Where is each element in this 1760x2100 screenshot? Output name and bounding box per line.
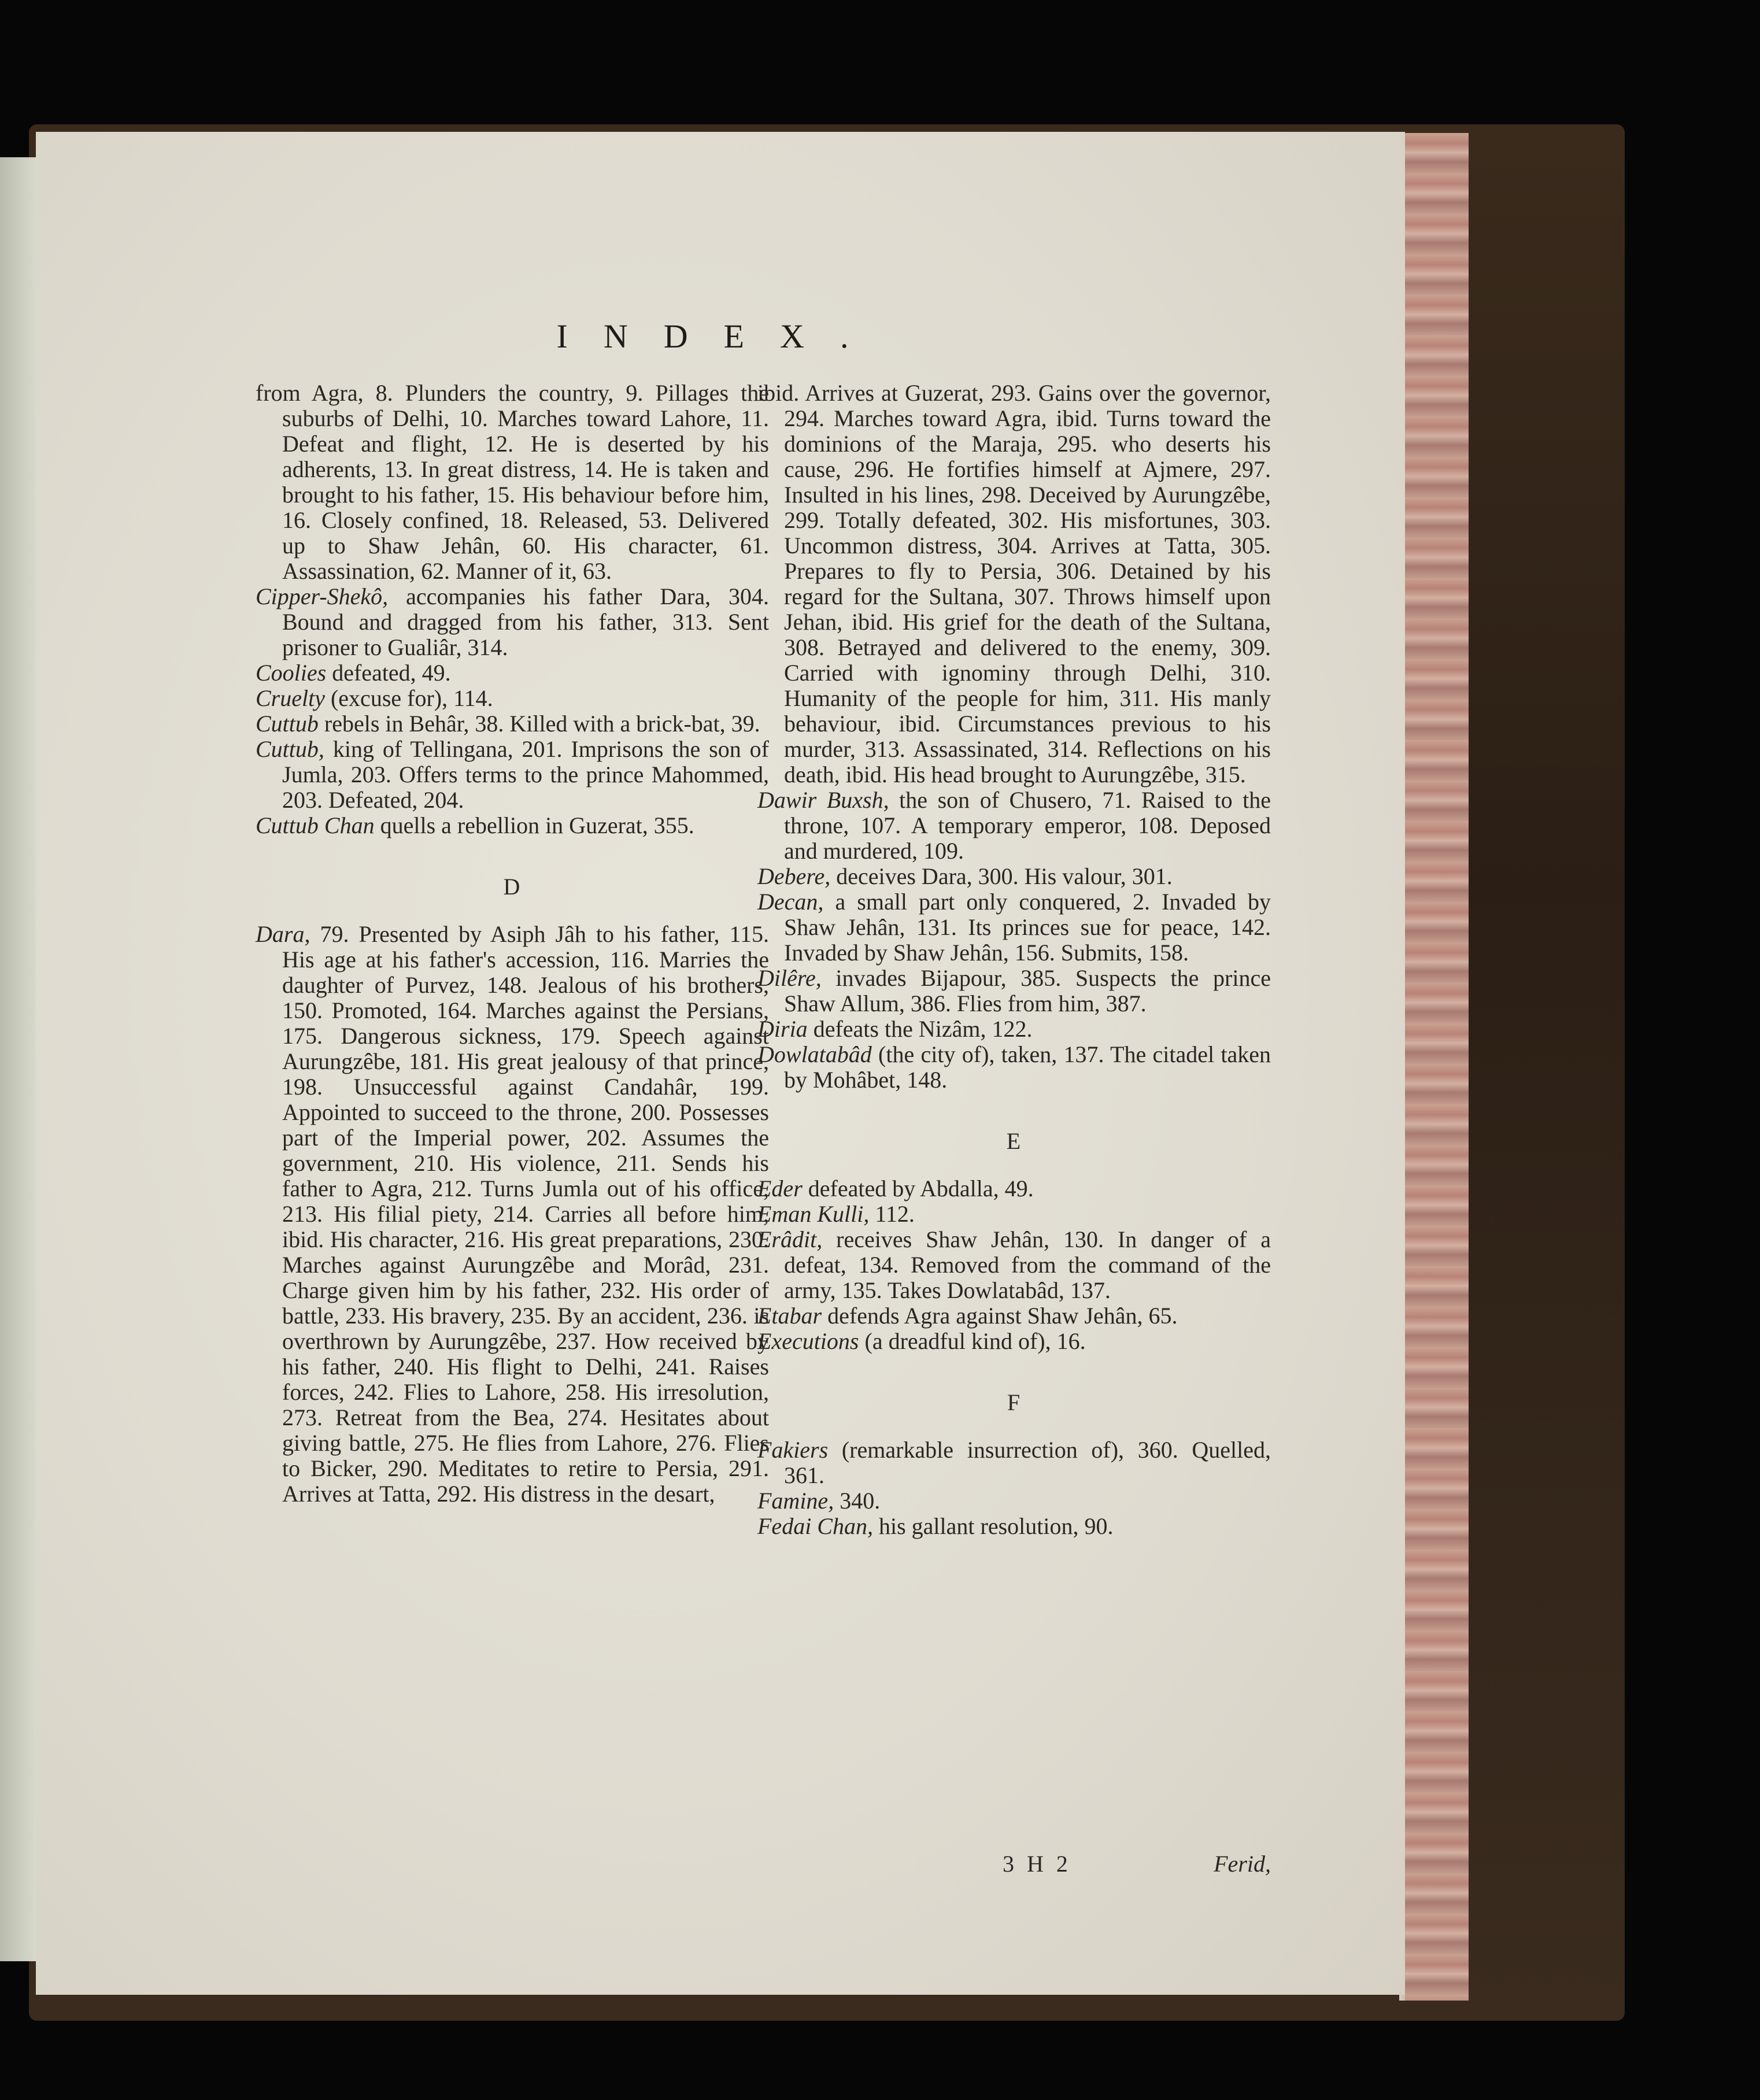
entry-text: rebels in Behâr, 38. Killed with a brick-bat, 39. bbox=[318, 711, 760, 737]
entry-text: king of Tellingana, 201. Imprisons the son of Jumla, 203. Offers terms to the prince Mahommed, 203. Defeated, 204. bbox=[282, 736, 769, 813]
entry-heading: Dilêre, bbox=[757, 965, 822, 991]
index-entry bbox=[757, 1329, 1271, 1354]
entry-text: 340. bbox=[834, 1488, 881, 1514]
index-entry bbox=[757, 1437, 1271, 1488]
index-entry bbox=[757, 864, 1271, 889]
section-letter: E bbox=[1006, 1128, 1022, 1154]
entry-heading: Cuttub bbox=[256, 711, 319, 737]
entry-text: defeated, 49. bbox=[326, 660, 451, 686]
index-entry bbox=[757, 889, 1271, 966]
entry-heading: Decan, bbox=[757, 889, 824, 915]
index-entry bbox=[256, 813, 769, 838]
index-entry bbox=[256, 584, 769, 660]
index-entry bbox=[757, 1201, 1271, 1227]
entry-heading: Etabar bbox=[757, 1303, 822, 1329]
entry-heading: Fakiers bbox=[757, 1437, 829, 1463]
index-entry bbox=[256, 737, 769, 813]
index-entry bbox=[757, 966, 1271, 1016]
entry-heading: Debere, bbox=[757, 863, 831, 889]
entry-heading: Cuttub, bbox=[256, 736, 324, 762]
entry-text: deceives Dara, 300. His valour, 301. bbox=[830, 863, 1173, 889]
entry-heading: Eman Kulli, bbox=[757, 1201, 870, 1227]
entry-heading: Dara, bbox=[256, 921, 310, 947]
section-letter: D bbox=[503, 874, 522, 900]
entry-heading: Eder bbox=[757, 1175, 803, 1201]
entry-heading: Cuttub Chan bbox=[256, 812, 375, 838]
entry-text: 79. Presented by Asiph Jâh to his father, 115. His age at his father's accession, 116. Marries the daughter of Purvez, 148. Jealous of his brothers, 150. Promoted, 164. Marches against the Persians, 175. Dangerous sickness, 179. Speech against Aurungzêbe, 181. His great jealousy of that prince, 198. Unsuccessful against Candahâr, 199. Appointed to succeed to the throne, 200. Possesses part of the Imperial power, 202. Assumes the government, 210. His violence, 211. Sends his father to Agra, 212. Turns Jumla out of his office, 213. His filial piety, 214. Carries all before him, ibid. His character, 216. His great preparations, 230. Marches against Aurungzêbe and Morâd, 231. Charge given him by his father, 232. His order of battle, 233. His bravery, 235. By an accident, 236. is overthrown by Aurungzêbe, 237. How received by his father, 240. His flight to Delhi, 241. Raises forces, 242. Flies to Lahore, 258. His irresolution, 273. Retreat from the Bea, 274. Hesitates about giving battle, 275. He flies from Lahore, 276. Flies to Bicker, 290. Meditates to retire to Persia, 291. Arrives at Tatta, 292. His distress in the desart, bbox=[282, 921, 769, 1507]
index-entry bbox=[757, 1042, 1271, 1093]
index-entry bbox=[757, 1514, 1271, 1539]
index-entry bbox=[256, 922, 769, 1507]
entry-text: receives Shaw Jehân, 130. In danger of a defeat, 134. Removed from the command of the army, 135. Takes Dowlatabâd, 137. bbox=[784, 1226, 1271, 1303]
entry-text: defends Agra against Shaw Jehân, 65. bbox=[822, 1303, 1178, 1329]
marbled-fore-edge bbox=[1405, 133, 1469, 2001]
entry-heading: Erâdit, bbox=[757, 1226, 823, 1252]
entry-heading: Executions bbox=[757, 1328, 859, 1354]
index-entry bbox=[757, 1176, 1271, 1201]
index-entry bbox=[757, 1488, 1271, 1514]
index-entry-continuation: from Agra, 8. Plunders the country, 9. Pillages the suburbs of Delhi, 10. Marches toward Lahore, 11. Defeat and flight, 12. He is deserted by his adherents, 13. In great distress, 14. He is taken and brought to his father, 15. His behaviour before him, 16. Closely confined, 18. Released, 53. Delivered up to Shaw Jehân, 60. His character, 61. Assassination, 62. Manner of it, 63. bbox=[256, 380, 769, 584]
index-entry bbox=[256, 711, 769, 737]
entry-text: quells a rebellion in Guzerat, 355. bbox=[374, 812, 694, 838]
entry-text: (a dreadful kind of), 16. bbox=[859, 1328, 1086, 1354]
entry-text: defeats the Nizâm, 122. bbox=[807, 1016, 1033, 1042]
entry-text: defeated by Abdalla, 49. bbox=[802, 1175, 1034, 1201]
index-page bbox=[36, 132, 1405, 1995]
entry-text: accompanies his father Dara, 304. Bound and dragged from his father, 313. Sent prisoner to Gualiâr, 314. bbox=[282, 583, 769, 660]
signature-mark: 3 H 2 bbox=[1003, 1851, 1071, 1877]
left-page-edge bbox=[0, 157, 36, 1961]
right-column bbox=[757, 380, 1271, 1539]
entry-heading: Dowlatabâd bbox=[757, 1041, 872, 1067]
entry-heading: Cruelty bbox=[256, 685, 325, 711]
index-entry bbox=[757, 1016, 1271, 1042]
page-header: INDEX. bbox=[556, 317, 885, 355]
entry-heading: Coolies bbox=[256, 660, 327, 686]
entry-heading: Diria bbox=[757, 1016, 808, 1042]
index-entry-continuation: ibid. Arrives at Guzerat, 293. Gains over the governor, 294. Marches toward Agra, ibid. Turns toward the dominions of the Maraja, 295. who deserts his cause, 296. He fortifies himself at Ajmere, 297. Insulted in his lines, 298. Deceived by Aurungzêbe, 299. Totally defeated, 302. His misfortunes, 303. Uncommon distress, 304. Arrives at Tatta, 305. Prepares to fly to Persia, 306. Detained by his regard for the Sultana, 307. Throws himself upon Jehan, ibid. His grief for the death of the Sultana, 308. Betrayed and delivered to the enemy, 309. Carried with ignominy through Delhi, 310. Humanity of the people for him, 311. His manly behaviour, ibid. Circumstances previous to his murder, 313. Assassinated, 314. Reflections on his death, ibid. His head brought to Aurungzêbe, 315. bbox=[757, 380, 1271, 788]
entry-text: 112. bbox=[869, 1201, 915, 1227]
entry-text: (excuse for), 114. bbox=[324, 685, 493, 711]
entry-heading: Dawir Buxsh, bbox=[757, 787, 889, 813]
entry-text: his gallant resolution, 90. bbox=[872, 1513, 1114, 1539]
entry-text: invades Bijapour, 385. Suspects the prince Shaw Allum, 386. Flies from him, 387. bbox=[784, 965, 1271, 1016]
catchword: Ferid, bbox=[1214, 1851, 1271, 1877]
entry-heading: Famine, bbox=[757, 1488, 834, 1514]
entry-heading: Cipper-Shekô, bbox=[256, 583, 389, 609]
section-letter: F bbox=[1007, 1389, 1022, 1415]
left-column bbox=[256, 380, 769, 1507]
entry-text: (remarkable insurrection of), 360. Quelled, 361. bbox=[784, 1437, 1271, 1488]
index-entry bbox=[757, 1303, 1271, 1329]
entry-heading: Fedai Chan, bbox=[757, 1513, 873, 1539]
index-entry bbox=[757, 788, 1271, 864]
index-entry bbox=[256, 686, 769, 711]
entry-text: a small part only conquered, 2. Invaded by Shaw Jehân, 131. Its princes sue for peace, 142. Invaded by Shaw Jehân, 156. Submits, 158. bbox=[784, 889, 1271, 966]
index-entry bbox=[757, 1227, 1271, 1303]
index-entry bbox=[256, 660, 769, 686]
entry-text: (the city of), taken, 137. The citadel taken by Mohâbet, 148. bbox=[784, 1041, 1271, 1093]
entry-text: the son of Chusero, 71. Raised to the throne, 107. A temporary emperor, 108. Deposed and murdered, 109. bbox=[784, 787, 1271, 864]
